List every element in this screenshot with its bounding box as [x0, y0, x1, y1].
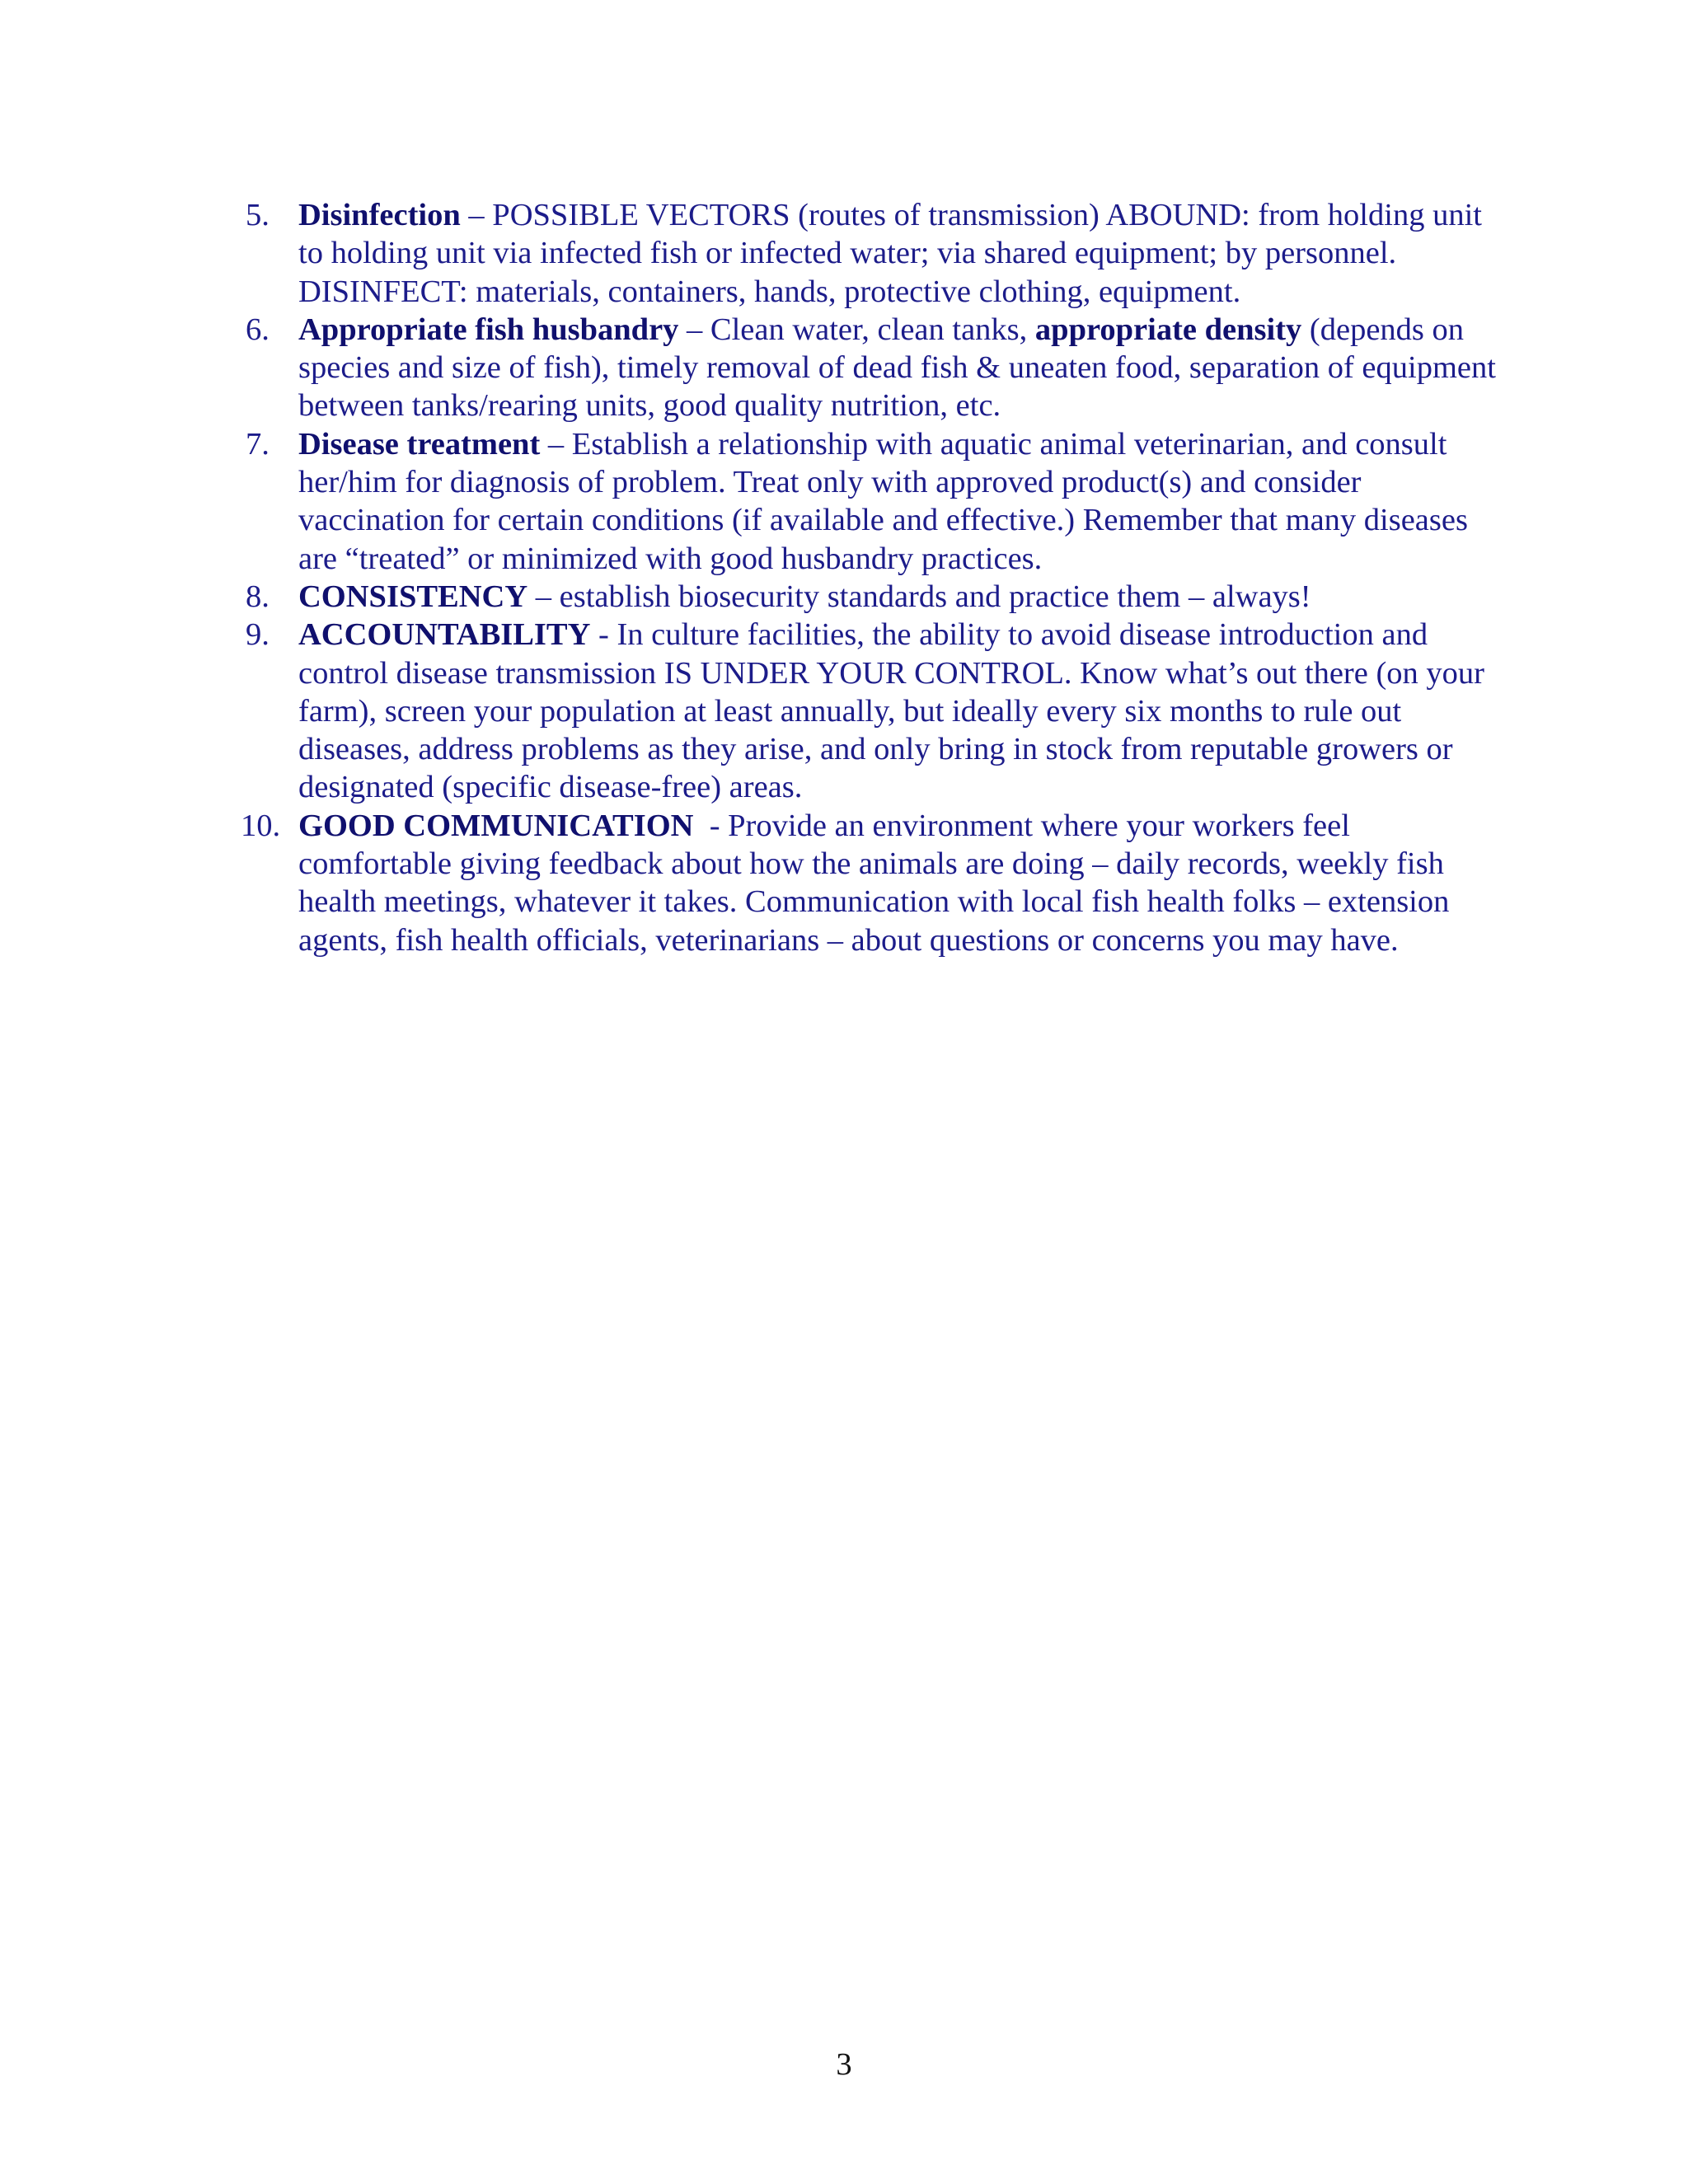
item-text: – establish biosecurity standards and practice them – always! — [528, 579, 1311, 614]
item-number: 8. — [246, 579, 270, 614]
list-item-accountability — [246, 616, 1498, 806]
item-body — [298, 579, 1311, 614]
item-emphasis: appropriate density — [1034, 312, 1302, 347]
item-text: (depends on species and size of fish), timely removal of dead fish & uneaten food, separation of equipment between tanks/rearing units, good quality nutrition, etc. — [298, 312, 1496, 424]
list-item-good-communication — [241, 807, 1498, 959]
biosecurity-list — [241, 196, 1498, 959]
item-text: – POSSIBLE VECTORS (routes of transmission) ABOUND: from holding unit to holding unit via infected fish or infected water; via shared equipment; by personnel. DISINFECT: materials, containers, hands, protective clothing, equipment. — [298, 198, 1482, 309]
item-number: 6. — [246, 312, 270, 347]
item-number: 10. — [241, 808, 281, 843]
list-item-disease-treatment — [246, 425, 1498, 578]
page-number: 3 — [836, 2047, 852, 2082]
list-item-disinfection — [246, 196, 1498, 311]
item-text: – Establish a relationship with aquatic animal veterinarian, and consult her/him for diagnosis of problem. Treat only with approved product(s) and consider vaccination for certain conditions (if available and effective.) Remember that many diseases are “treated” or minimized with good husbandry practices. — [298, 426, 1468, 576]
item-body — [298, 312, 1496, 424]
item-body — [298, 617, 1484, 804]
item-heading: Disease treatment — [298, 426, 541, 462]
item-text: - In culture facilities, the ability to avoid disease introduction and control disease transmission IS UNDER YOUR CONTROL. Know what’s out there (on your farm), screen your population at least annually, but ideally every six months to rule out diseases, address problems as they arise, and only bring in stock from reputable growers or designated (specific disease-free) areas. — [298, 617, 1484, 805]
item-heading: Appropriate fish husbandry — [298, 312, 679, 347]
item-body — [298, 427, 1468, 576]
item-heading: Disinfection — [298, 198, 461, 232]
item-body — [298, 198, 1482, 309]
item-heading: GOOD COMMUNICATION — [298, 808, 694, 843]
item-body — [298, 808, 1457, 958]
item-number: 9. — [246, 617, 270, 653]
list-item-consistency — [246, 578, 1498, 616]
item-number: 7. — [246, 426, 270, 462]
item-heading: ACCOUNTABILITY — [298, 617, 591, 653]
list-item-fish-husbandry — [246, 311, 1498, 425]
item-text: - Provide an environment where your workers feel comfortable giving feedback about how the animals are doing – daily records, weekly fish health meetings, whatever it takes. Communication with local fish health folks – extension agents, fish health officials, veterinarians – about questions or concerns you may have. — [298, 808, 1458, 958]
item-heading: CONSISTENCY — [298, 579, 528, 614]
item-text: – Clean water, clean tanks, — [678, 312, 1035, 347]
item-number: 5. — [246, 198, 270, 232]
